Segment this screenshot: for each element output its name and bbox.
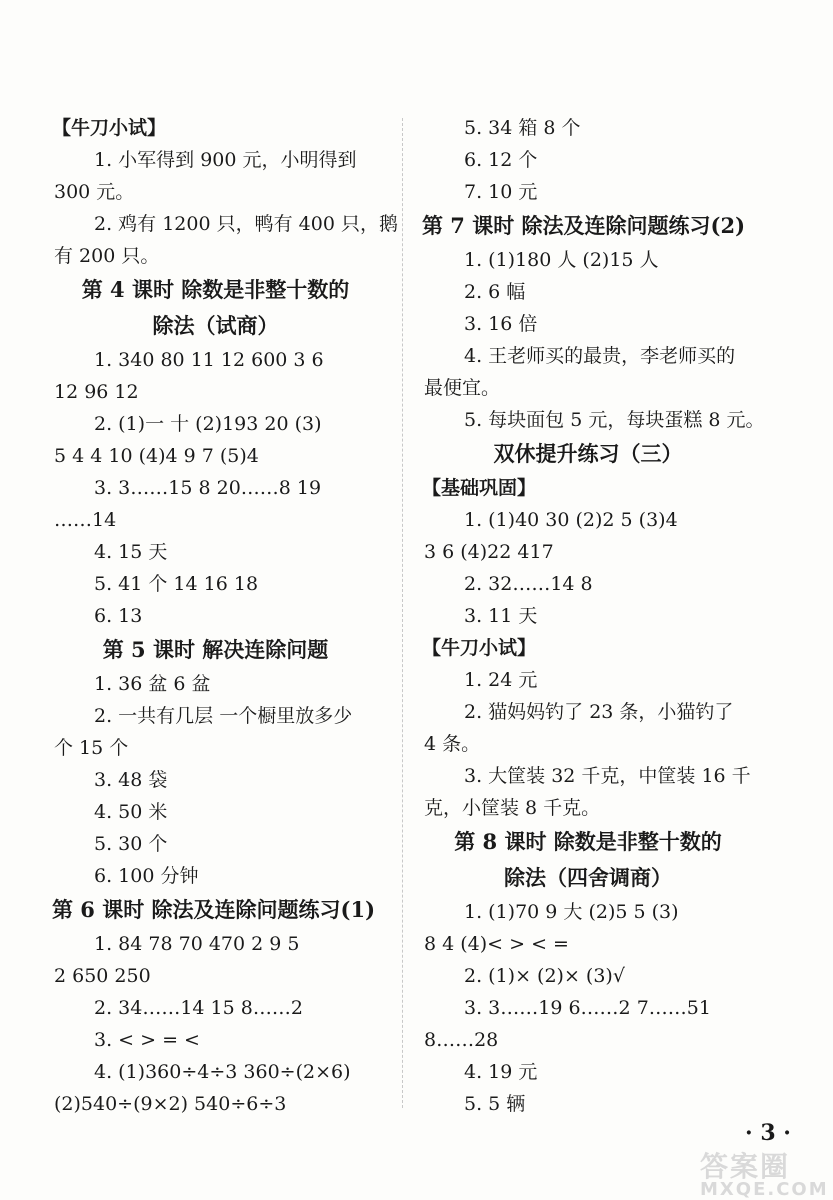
answer-line: 3. 大筐装 32 千克，中筐装 16 千 [464, 765, 751, 787]
section-label: 【基础巩固】 [422, 477, 537, 499]
answer-line: 2. 34……14 15 8……2 [94, 997, 303, 1019]
answer-line: 2. (1)一 十 (2)193 20 (3) [94, 413, 322, 435]
answer-line: 4. 15 天 [94, 541, 168, 563]
section-label: 【牛刀小试】 [422, 637, 537, 659]
answer-line: 5. 34 箱 8 个 [464, 117, 581, 139]
answer-line: 2. 32……14 8 [464, 573, 593, 595]
answer-line: 7. 10 元 [464, 181, 538, 203]
answer-line: 300 元。 [54, 181, 135, 203]
page-number: · 3 · [745, 1120, 791, 1146]
answer-line: 4. 王老师买的最贵，李老师买的 [464, 345, 736, 367]
answer-line: 克，小筐装 8 千克。 [424, 797, 601, 819]
left-column [48, 112, 398, 1120]
answer-line: 5. 每块面包 5 元，每块蛋糕 8 元。 [464, 409, 765, 431]
answer-line: 3. 3……15 8 20……8 19 [94, 477, 322, 499]
answer-line: 1. (1)180 人 (2)15 人 [464, 249, 659, 271]
answer-line: 4. (1)360÷4÷3 360÷(2×6) [94, 1061, 351, 1083]
answer-line: 4. 19 元 [464, 1061, 538, 1083]
answer-line: 1. 340 80 11 12 600 3 6 [94, 349, 324, 371]
section-heading: 除法（四舍调商） [504, 865, 672, 890]
answer-line: 5. 5 辆 [464, 1093, 526, 1115]
section-heading: 第 6 课时 除法及连除问题练习(1) [52, 897, 376, 922]
answer-line: 1. 84 78 70 470 2 9 5 [94, 933, 300, 955]
answer-line: 2. (1)× (2)× (3)√ [464, 965, 625, 987]
answer-line: 个 15 个 [54, 737, 129, 759]
section-heading: 第 7 课时 除法及连除问题练习(2) [422, 213, 746, 238]
answer-line: 2. 鸡有 1200 只，鸭有 400 只，鹅 [94, 213, 398, 235]
section-heading: 第 8 课时 除数是非整十数的 [454, 829, 722, 854]
answer-line: 3. 3……19 6……2 7……51 [464, 997, 711, 1019]
answer-line: 1. 小军得到 900 元，小明得到 [94, 149, 357, 171]
answer-line: 2. 一共有几层 一个橱里放多少 [94, 705, 353, 727]
answer-line: 12 96 12 [54, 381, 139, 403]
answer-line: ……14 [54, 509, 117, 531]
section-heading: 双休提升练习（三） [493, 441, 683, 466]
answer-line: 3. 16 倍 [464, 313, 538, 335]
answer-line: 6. 12 个 [464, 149, 538, 171]
answer-line: 3. 48 袋 [94, 769, 168, 791]
answer-line: 1. (1)70 9 大 (2)5 5 (3) [464, 901, 679, 923]
answer-line: 4. 50 米 [94, 801, 168, 823]
watermark-line2: MXQE.COM [700, 1179, 829, 1200]
section-heading: 第 5 课时 解决连除问题 [102, 637, 329, 662]
answer-line: 6. 100 分钟 [94, 865, 199, 887]
watermark-logo [700, 1145, 829, 1200]
answer-line: 3. 11 天 [464, 605, 538, 627]
answer-line: 2. 6 幅 [464, 281, 526, 303]
answer-line: 1. 36 盆 6 盆 [94, 673, 211, 695]
answer-line: 5. 41 个 14 16 18 [94, 573, 259, 595]
answer-line: 3. < > = < [94, 1029, 200, 1051]
answer-line: 最便宜。 [424, 377, 501, 399]
watermark-line1: 答案圈 [700, 1150, 791, 1183]
column-divider [402, 118, 403, 1108]
right-column [418, 112, 765, 1120]
answer-line: 5. 30 个 [94, 833, 168, 855]
answer-line: 5 4 4 10 (4)4 9 7 (5)4 [54, 445, 259, 467]
answer-line: 3 6 (4)22 417 [424, 541, 554, 563]
answer-line: 1. 24 元 [464, 669, 538, 691]
answer-line: 8 4 (4)< > < = [424, 933, 569, 955]
answer-line: 2. 猫妈妈钓了 23 条，小猫钓了 [464, 701, 734, 723]
answer-line: 2 650 250 [54, 965, 151, 987]
answer-line: 有 200 只。 [54, 245, 160, 267]
answer-line: 1. (1)40 30 (2)2 5 (3)4 [464, 509, 678, 531]
answer-line: (2)540÷(9×2) 540÷6÷3 [54, 1093, 287, 1115]
section-heading: 第 4 课时 除数是非整十数的 [81, 277, 350, 302]
answer-line: 4 条。 [424, 733, 481, 755]
answer-line: 8……28 [424, 1029, 499, 1051]
section-heading: 除法（试商） [152, 313, 279, 338]
answer-line: 6. 13 [94, 605, 143, 627]
section-label: 【牛刀小试】 [52, 117, 167, 139]
